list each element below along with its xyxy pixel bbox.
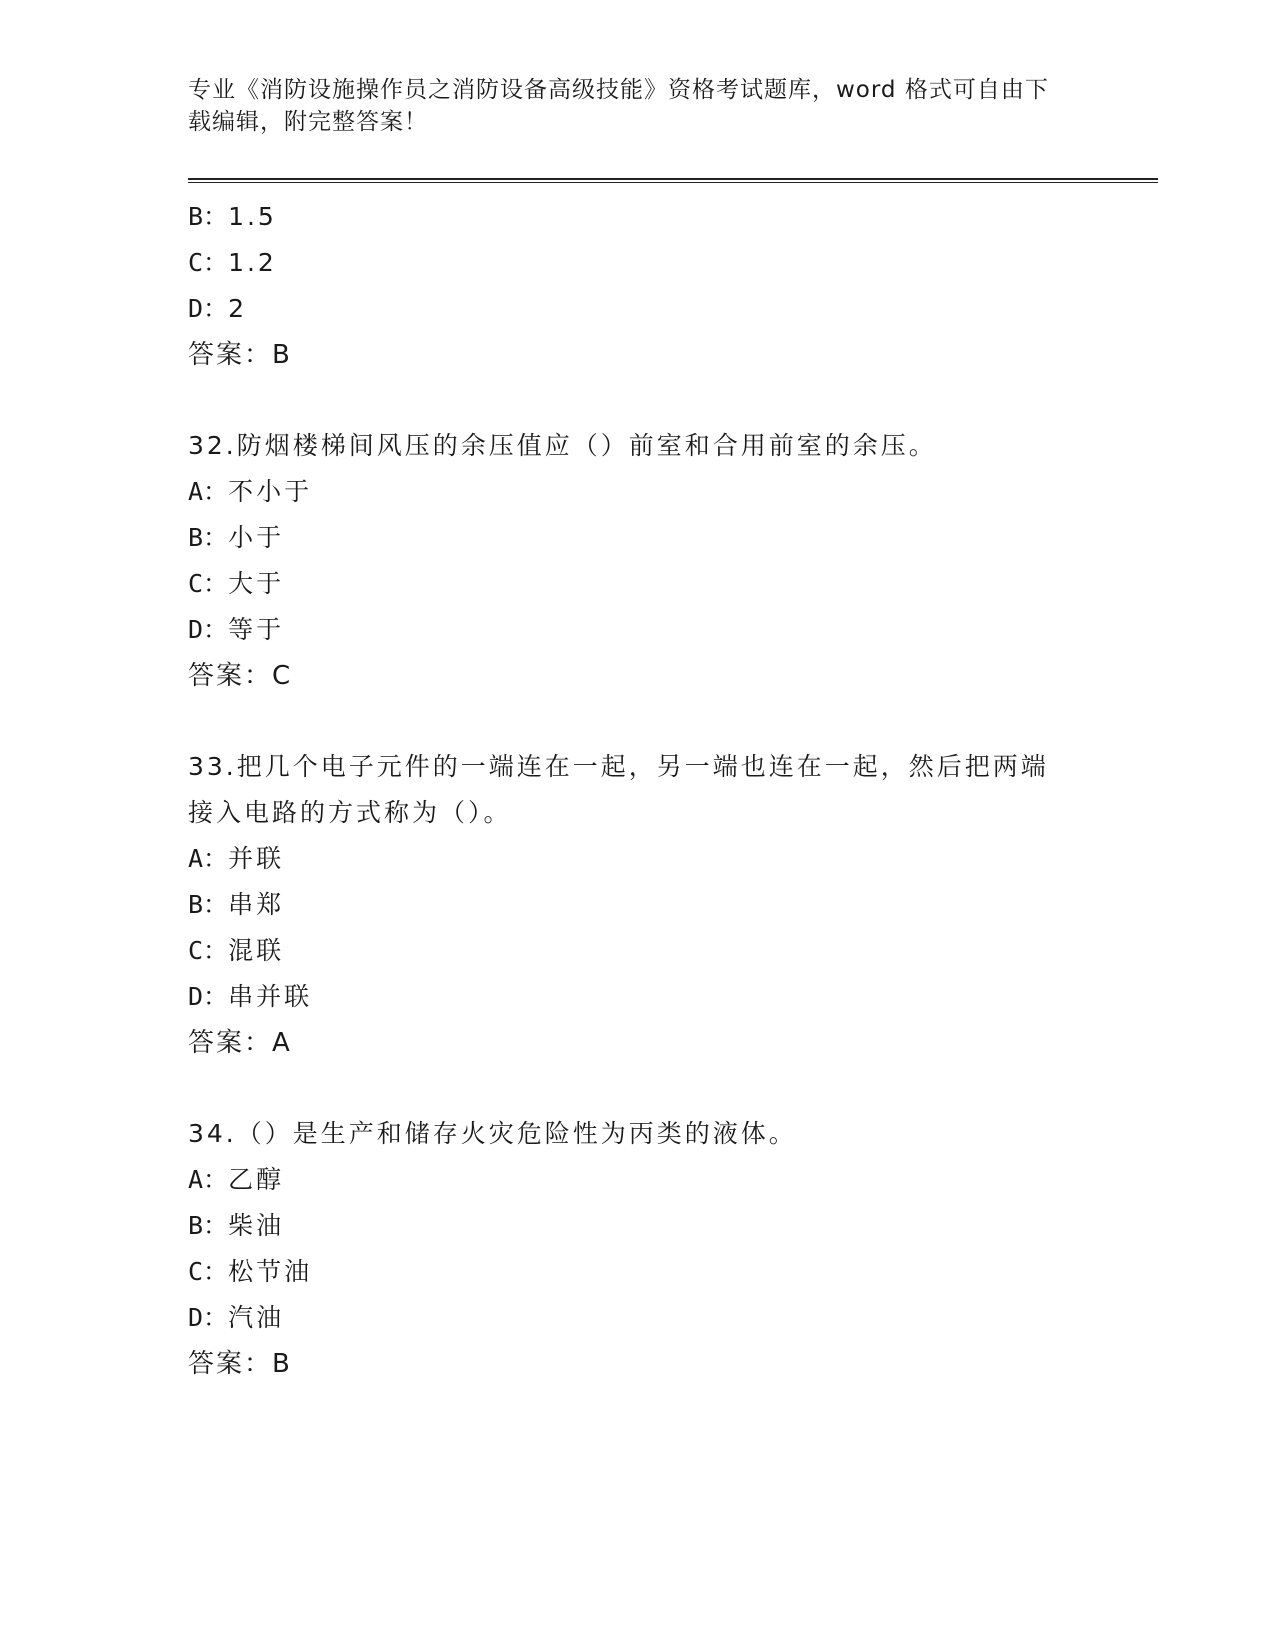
- question-34: [188, 1111, 1088, 1387]
- header-divider-thin: [188, 182, 1158, 183]
- question-33: [188, 744, 1088, 1066]
- question-text-line-1: 33.把几个电子元件的一端连在一起，另一端也连在一起，然后把两端: [188, 752, 1049, 781]
- answer-line: 答案：B: [188, 1349, 292, 1379]
- answer-line: 答案：C: [188, 661, 293, 691]
- option-a: A：乙醇: [188, 1165, 285, 1194]
- option-c: C：混联: [188, 936, 285, 965]
- question-content: [188, 194, 1088, 1387]
- option-b: B：柴油: [188, 1211, 285, 1240]
- header-line-2: 载编辑，附完整答案！: [188, 109, 428, 135]
- question-text: 34.（）是生产和储存火灾危险性为丙类的液体。: [188, 1119, 797, 1148]
- answer-line: 答案：A: [188, 1028, 292, 1058]
- question-32: [188, 423, 1088, 699]
- option-d: D：等于: [188, 615, 285, 644]
- question-text-line-2: 接入电路的方式称为（）。: [188, 798, 512, 827]
- option-b: B：串郑: [188, 890, 285, 919]
- question-text: 32.防烟楼梯间风压的余压值应（）前室和合用前室的余压。: [188, 431, 937, 460]
- option-b: B：小于: [188, 523, 285, 552]
- answer-line: 答案：B: [188, 340, 292, 370]
- option-c: C：大于: [188, 569, 285, 598]
- option-c: C：1.2: [188, 248, 277, 277]
- header-line-1: 专业《消防设施操作员之消防设备高级技能》资格考试题库，word 格式可自由下: [188, 77, 1049, 103]
- option-a: A：不小于: [188, 477, 313, 506]
- option-d: D：汽油: [188, 1303, 285, 1332]
- option-b: B：1.5: [188, 202, 277, 231]
- option-d: D：2: [188, 294, 247, 323]
- header-divider: [188, 178, 1158, 180]
- option-d: D：串并联: [188, 982, 313, 1011]
- document-header: [188, 74, 1088, 138]
- option-c: C：松节油: [188, 1257, 313, 1286]
- question-31-partial: [188, 194, 1088, 378]
- option-a: A：并联: [188, 844, 285, 873]
